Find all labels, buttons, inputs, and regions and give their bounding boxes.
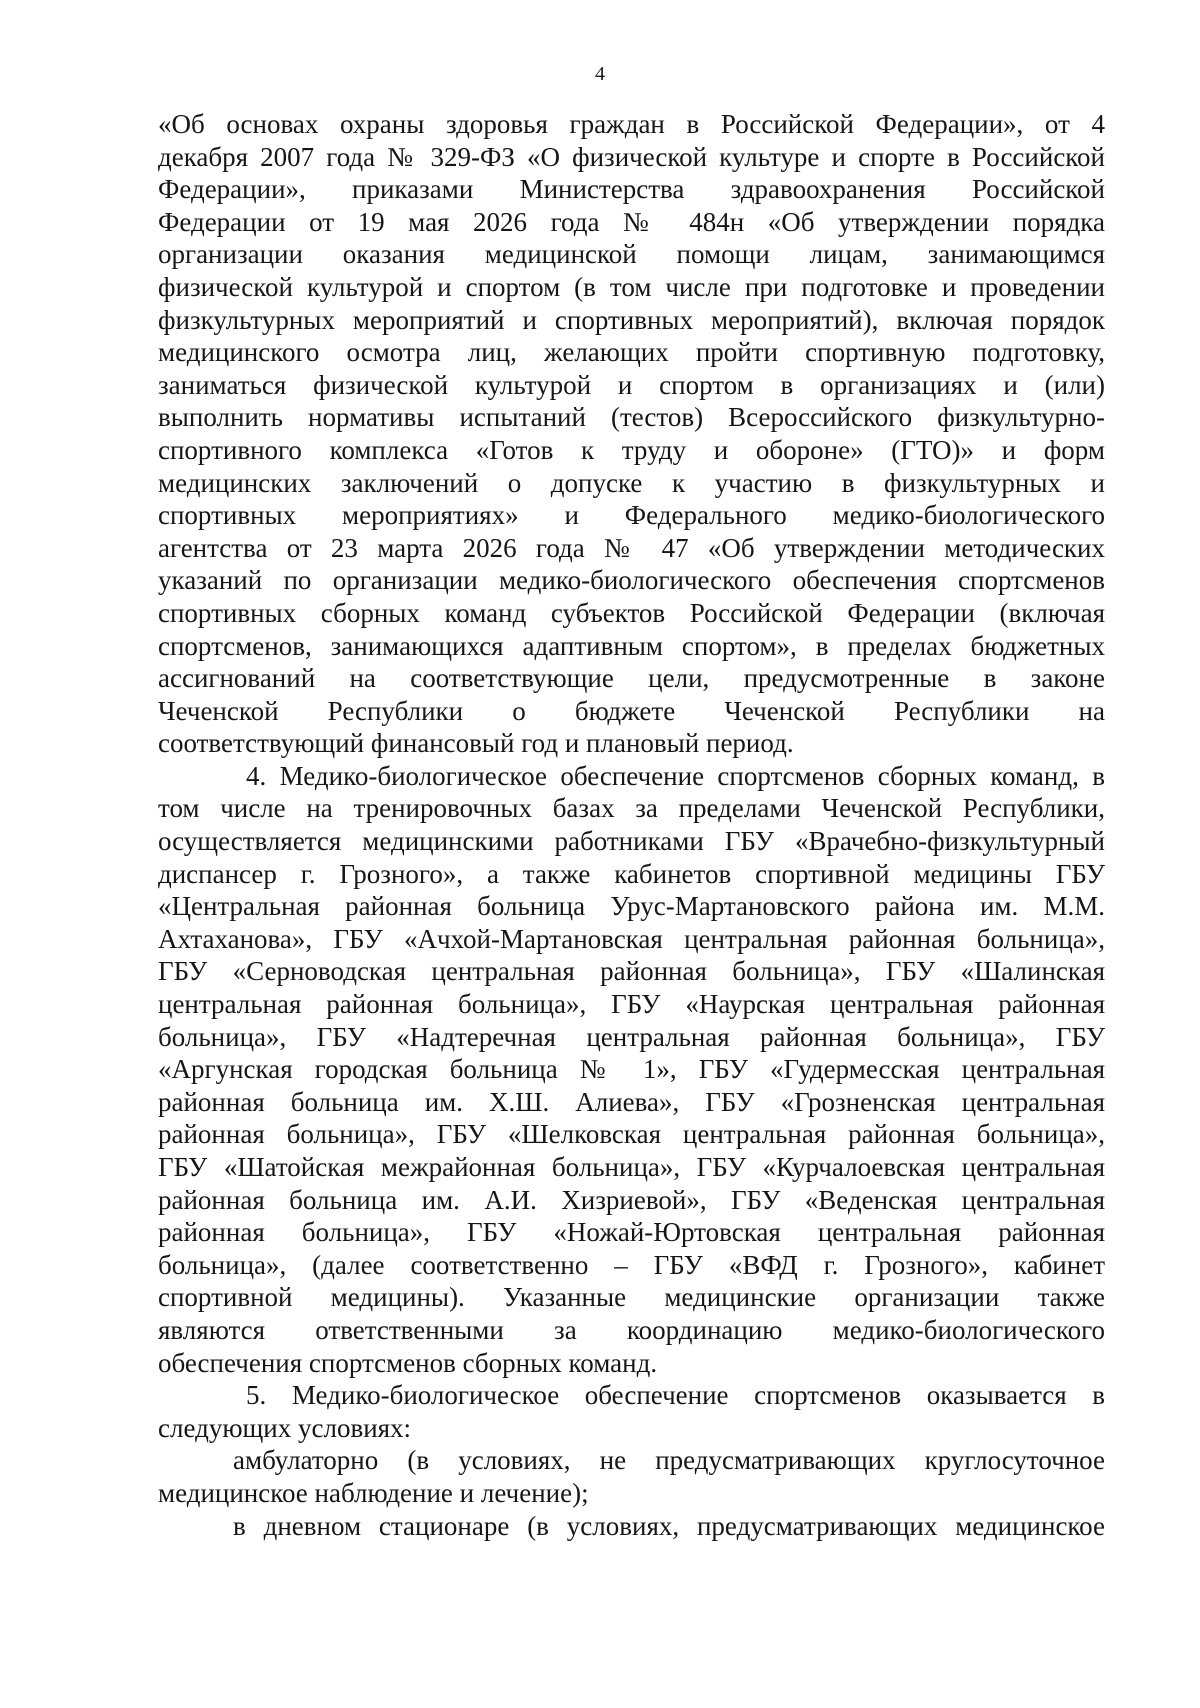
text-line: Федерации от 19 мая 2026 года № 484н «Об утверждении порядка xyxy=(158,206,1105,237)
text-line: амбулаторно (в условиях, не предусматривающих круглосуточное xyxy=(233,1445,1105,1476)
text-line: физкультурных мероприятий и спортивных мероприятий), включая порядок xyxy=(158,304,1105,335)
paragraph-outpatient xyxy=(158,1444,1105,1509)
paragraph-item-5 xyxy=(158,1379,1105,1444)
text-line: «Аргунская городская больница № 1», ГБУ «Гудермесская центральная xyxy=(158,1054,1105,1085)
text-line: обеспечения спортсменов сборных команд. xyxy=(158,1347,658,1378)
text-line: спортивных сборных команд субъектов Российской Федерации (включая xyxy=(158,597,1105,628)
text-line: Ахтаханова», ГБУ «Ачхой-Мартановская центральная районная больница», xyxy=(158,923,1105,954)
text-line: следующих условиях: xyxy=(158,1412,412,1443)
text-line: осуществляется медицинскими работниками ГБУ «Врачебно-физкультурный xyxy=(158,826,1105,857)
text-line: районная больница», ГБУ «Ножай-Юртовская центральная районная xyxy=(158,1217,1105,1248)
text-line: диспансер г. Грозного», а также кабинетов спортивной медицины ГБУ xyxy=(158,858,1105,889)
text-line: спортивной медицины). Указанные медицинские организации также xyxy=(158,1282,1105,1313)
text-line: 4. Медико-биологическое обеспечение спортсменов сборных команд, в xyxy=(246,760,1105,791)
text-line: спортивных мероприятиях» и Федерального медико-биологического xyxy=(158,500,1105,531)
text-line: медицинских заключений о допуске к участию в физкультурных и xyxy=(158,467,1105,498)
text-line: декабря 2007 года № 329-ФЗ «О физической культуре и спорте в Российской xyxy=(158,141,1105,172)
paragraph-day-hospital xyxy=(158,1510,1105,1543)
text-line: указаний по организации медико-биологического обеспечения спортсменов xyxy=(158,565,1105,596)
text-line: ГБУ «Шатойская межрайонная больница», ГБУ «Курчалоевская центральная xyxy=(158,1152,1105,1182)
text-line: агентства от 23 марта 2026 года № 47 «Об утверждении методических xyxy=(158,532,1105,563)
text-line: медицинского осмотра лиц, желающих пройти спортивную подготовку, xyxy=(158,337,1105,368)
text-line: 5. Медико-биологическое обеспечение спортсменов оказывается в xyxy=(246,1380,1105,1411)
text-line: Чеченской Республики о бюджете Чеченской Республики на xyxy=(158,695,1105,726)
text-line: центральная районная больница», ГБУ «Наурская центральная районная xyxy=(158,989,1105,1020)
text-line: соответствующий финансовый год и плановый период. xyxy=(158,728,794,759)
text-line: ГБУ «Серноводская центральная районная больница», ГБУ «Шалинская xyxy=(158,956,1105,987)
text-line: «Центральная районная больница Урус-Мартановского района им. М.М. xyxy=(158,891,1105,922)
text-line: районная больница», ГБУ «Шелковская центральная районная больница», xyxy=(158,1119,1105,1150)
document-body xyxy=(158,108,1105,1542)
text-line: районная больница им. А.И. Хизриевой», ГБУ «Веденская центральная xyxy=(158,1184,1105,1215)
text-line: спортсменов, занимающихся адаптивным спортом», в пределах бюджетных xyxy=(158,630,1105,661)
text-line: физической культурой и спортом (в том числе при подготовке и проведении xyxy=(158,271,1105,302)
text-line: в дневном стационаре (в условиях, предусматривающих медицинское xyxy=(233,1510,1105,1541)
page-number: 4 xyxy=(595,63,605,85)
text-line: являются ответственными за координацию медико-биологического xyxy=(158,1314,1105,1345)
paragraph-continuation xyxy=(158,108,1105,760)
text-line: Федерации», приказами Министерства здравоохранения Российской xyxy=(158,174,1105,205)
text-line: медицинское наблюдение и лечение); xyxy=(158,1477,589,1508)
text-line: больница», (далее соответственно – ГБУ «ВФД г. Грозного», кабинет xyxy=(158,1249,1105,1280)
text-line: ассигнований на соответствующие цели, предусмотренные в законе xyxy=(158,663,1105,694)
text-line: больница», ГБУ «Надтеречная центральная районная больница», ГБУ xyxy=(158,1021,1105,1052)
text-line: заниматься физической культурой и спортом в организациях и (или) xyxy=(158,369,1105,400)
text-line: районная больница им. Х.Ш. Алиева», ГБУ «Грозненская центральная xyxy=(158,1086,1105,1117)
text-line: спортивного комплекса «Готов к труду и обороне» (ГТО)» и форм xyxy=(158,434,1105,465)
text-line: том числе на тренировочных базах за пределами Чеченской Республики, xyxy=(158,793,1105,824)
text-line: «Об основах охраны здоровья граждан в Российской Федерации», от 4 xyxy=(158,109,1105,139)
text-line: организации оказания медицинской помощи лицам, занимающимся xyxy=(158,239,1105,270)
paragraph-item-4 xyxy=(158,760,1105,1379)
text-line: выполнить нормативы испытаний (тестов) Всероссийского физкультурно- xyxy=(158,402,1105,433)
